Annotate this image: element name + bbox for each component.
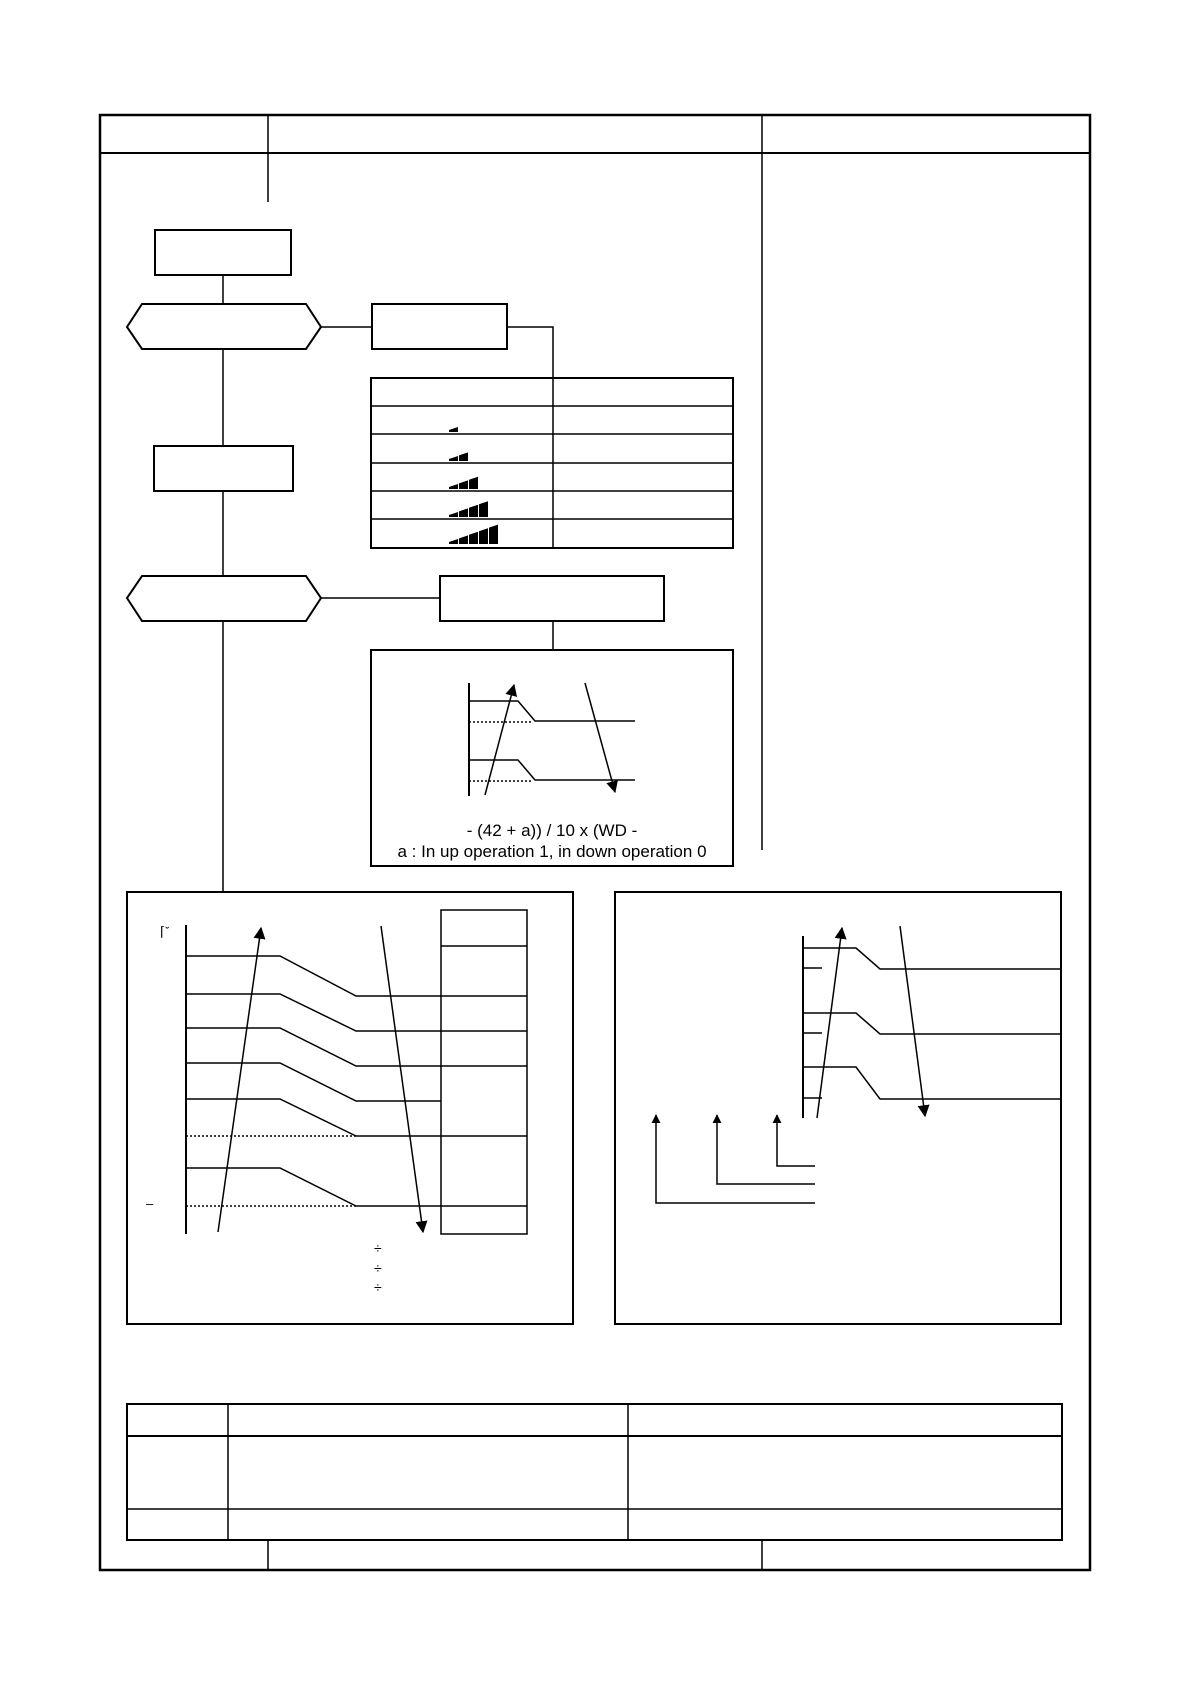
corner-mark: ⌈ˇ [160,924,170,939]
bottom-table [127,1404,1062,1540]
divide-symbol: ÷ [374,1240,382,1256]
signal-bar [459,452,468,461]
signal-level-table [371,378,733,548]
down-arrow-icon [381,926,423,1232]
start-box [155,230,291,275]
pointer-line-3 [656,1115,815,1203]
down-arrow-icon [585,683,615,792]
decision-hexagon-2 [127,576,321,621]
dash-mark: – [146,1196,154,1211]
process-box-1 [372,304,507,349]
divide-symbol: ÷ [374,1260,382,1276]
signal-bar [459,480,468,489]
flowchart [127,230,664,892]
signal-bar [489,525,498,544]
process-box-2 [154,446,293,491]
signal-bar [449,512,458,517]
down-arrow-icon [900,926,925,1116]
decision-hexagon-1 [127,304,321,349]
signal-bar [469,505,478,517]
signal-bar [469,532,478,544]
signal-bar [479,501,488,517]
signal-bar [459,535,468,544]
signal-level-row-3 [449,477,478,489]
right-staircase-graph [615,892,1061,1324]
signal-bar [469,477,478,489]
left-staircase-graph [127,892,573,1324]
signal-bar [459,508,468,517]
pointer-line-2 [717,1115,815,1184]
signal-bar [449,484,458,489]
signal-level-row-4 [449,501,488,517]
signal-bar [449,456,458,461]
pointer-line-1 [777,1115,815,1166]
formula-line-2: a : In up operation 1, in down operation 0 [397,842,707,861]
process-box-3 [440,576,664,621]
signal-strength-bars-icon [449,427,498,544]
divide-symbol: ÷ [374,1279,382,1295]
up-arrow-icon [817,928,842,1118]
signal-level-row-2 [449,452,468,461]
signal-level-row-5 [449,525,498,544]
signal-bar [449,539,458,544]
signal-bar [479,528,488,544]
up-arrow-icon [218,928,261,1232]
signal-bar [449,427,458,432]
formula-line-1: - (42 + a)) / 10 x (WD - [466,821,638,840]
signal-level-row-1 [449,427,458,432]
